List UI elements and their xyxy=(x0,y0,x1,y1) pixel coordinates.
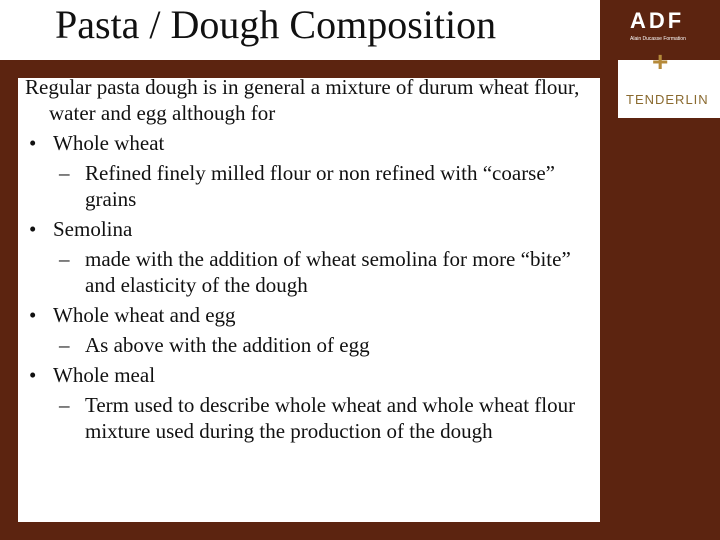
bullet-icon: • xyxy=(29,363,37,387)
bullet-label: Semolina xyxy=(53,217,133,241)
bullet-icon: • xyxy=(29,131,37,155)
dash-icon: – xyxy=(59,247,70,271)
adf-logo: ADF xyxy=(630,8,685,33)
sub-text: made with the addition of wheat semolina for more “bite” and elasticity of the dough xyxy=(85,247,571,297)
tenderlin-logo-block xyxy=(618,60,720,118)
intro-text: Regular pasta dough is in general a mixture of durum wheat flour, water and egg although for xyxy=(25,75,580,125)
slide-title: Pasta / Dough Composition xyxy=(55,2,497,47)
sub-item xyxy=(25,160,597,212)
dash-icon: – xyxy=(59,393,70,417)
bullet-label: Whole wheat xyxy=(53,131,165,155)
bullet-item xyxy=(25,216,597,242)
sub-item xyxy=(25,392,597,444)
sub-item xyxy=(25,332,597,358)
sub-text: Term used to describe whole wheat and whole wheat flour mixture used during the production of the dough xyxy=(85,393,576,443)
adf-logo-subtitle: Alain Ducasse Formation xyxy=(630,36,686,42)
bullet-label: Whole wheat and egg xyxy=(53,303,236,327)
plus-icon: + xyxy=(652,46,669,77)
sub-text: Refined finely milled flour or non refined with “coarse” grains xyxy=(85,161,555,211)
sub-item xyxy=(25,246,597,298)
bullet-label: Whole meal xyxy=(53,363,156,387)
bullet-item xyxy=(25,362,597,388)
dash-icon: – xyxy=(59,161,70,185)
bullet-icon: • xyxy=(29,303,37,327)
bullet-icon: • xyxy=(29,217,37,241)
dash-icon: – xyxy=(59,333,70,357)
tenderlin-logo: TENDERLIN xyxy=(626,92,709,107)
bullet-item xyxy=(25,130,597,156)
slide-content xyxy=(25,74,597,444)
bullet-item xyxy=(25,302,597,328)
sub-text: As above with the addition of egg xyxy=(85,333,370,357)
